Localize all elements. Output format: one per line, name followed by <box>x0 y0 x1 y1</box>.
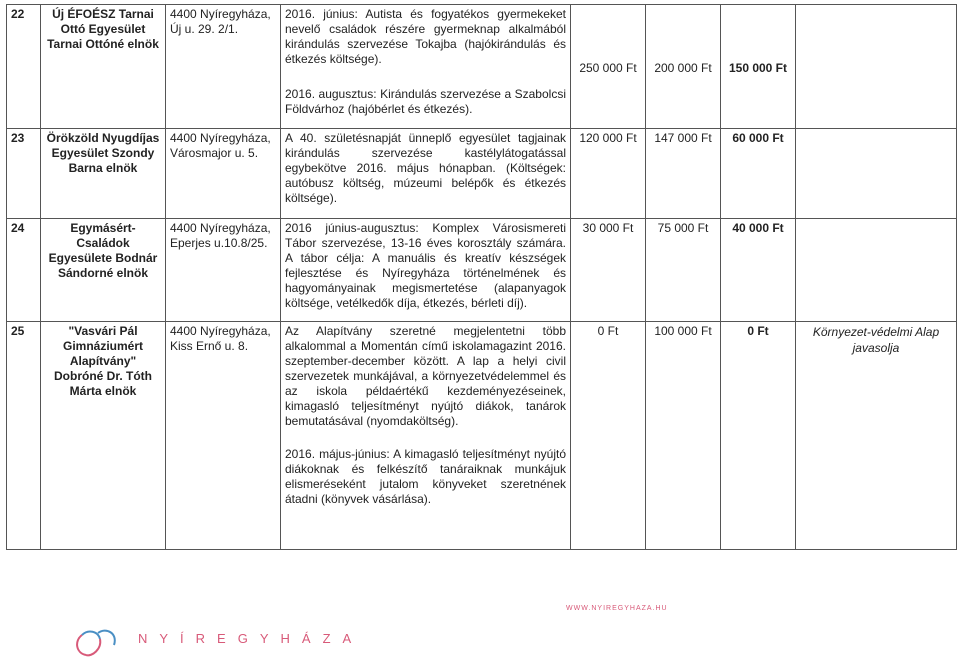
description-cell <box>281 5 571 129</box>
amount-requested-cell: 0 Ft <box>571 322 646 550</box>
description-paragraph: 2016. május-június: A kimagasló teljesítményt nyújtó diákoknak és felkészítő tanáraiknak munkájuk elismeréseként jutalom könyveket szeretnének átadni (könyvek vásárlása). <box>285 447 566 506</box>
amount-cost-cell: 147 000 Ft <box>646 129 721 219</box>
note-cell <box>796 219 957 322</box>
description-paragraph: A 40. születésnapját ünneplő egyesület tagjainak kirándulás szervezése kastélylátogatással egybekötve 2016. május hónapban. (Költségek: autóbusz költség, múzeumi belépők és étkezés költsége). <box>285 131 566 205</box>
address-cell: 4400 Nyíregyháza, Kiss Ernő u. 8. <box>166 322 281 550</box>
organization-cell: Örökzöld Nyugdíjas Egyesület Szondy Barna elnök <box>41 129 166 219</box>
description-cell <box>281 219 571 322</box>
city-logo-icon <box>68 619 128 663</box>
city-logo-text: NYÍREGYHÁZA <box>138 631 364 646</box>
amount-requested-cell: 30 000 Ft <box>571 219 646 322</box>
row-number: 23 <box>7 129 41 219</box>
description-paragraph: 2016. augusztus: Kirándulás szervezése a Szabolcsi Földvárhoz (hajóbérlet és étkezés). <box>285 87 566 116</box>
amount-awarded-cell: 150 000 Ft <box>721 5 796 129</box>
row-number: 25 <box>7 322 41 550</box>
grant-table <box>6 4 957 550</box>
address-cell: 4400 Nyíregyháza, Új u. 29. 2/1. <box>166 5 281 129</box>
amount-cost-cell: 75 000 Ft <box>646 219 721 322</box>
amount-requested-cell: 120 000 Ft <box>571 129 646 219</box>
address-cell: 4400 Nyíregyháza, Eperjes u.10.8/25. <box>166 219 281 322</box>
amount-awarded-cell: 0 Ft <box>721 322 796 550</box>
amount-cost-cell: 200 000 Ft <box>646 5 721 129</box>
table-row <box>7 129 957 219</box>
amount-requested-cell: 250 000 Ft <box>571 5 646 129</box>
description-paragraph: Az Alapítvány szeretné megjelentetni több alkalommal a Momentán című iskolamagazint 2016. szeptember-december között. A lap a helyi civil szervezetek munkájával, a környezetvédelemmel és az iskola példaértékű kezdeményezéseinek, kimagasló teljesítményt nyújtó diákok, tanárok bemutatásával (nyomdaköltség). <box>285 324 566 428</box>
row-number: 24 <box>7 219 41 322</box>
description-cell <box>281 322 571 550</box>
organization-cell: Egymásért-Családok Egyesülete Bodnár Sándorné elnök <box>41 219 166 322</box>
description-paragraph: 2016. június: Autista és fogyatékos gyermekeket nevelő családok részére gyermeknap alkalmából kirándulás szervezése Tokajba (hajókirándulás és étkezés költsége). <box>285 7 566 66</box>
organization-cell: Új ÉFOÉSZ Tarnai Ottó Egyesület Tarnai Ottóné elnök <box>41 5 166 129</box>
row-number: 22 <box>7 5 41 129</box>
note-cell <box>796 129 957 219</box>
description-cell <box>281 129 571 219</box>
note-cell: Környezet-védelmi Alap javasolja <box>796 322 957 550</box>
amount-awarded-cell: 60 000 Ft <box>721 129 796 219</box>
table-row <box>7 322 957 550</box>
footer-url: WWW.NYIREGYHAZA.HU <box>566 605 668 612</box>
note-cell <box>796 5 957 129</box>
table-row <box>7 5 957 129</box>
description-paragraph: 2016 június-augusztus: Komplex Városismereti Tábor szervezése, 13-16 éves korosztály számára. A tábor célja: A manuális és kreatív készségek fejlesztése és Nyíregyháza történelmének és hagyományainak megismertetése (alapanyagok költsége, vetélkedők díja, étkezés, bérleti díj). <box>285 221 566 310</box>
organization-cell: "Vasvári Pál Gimnáziumért Alapítvány" Dobróné Dr. Tóth Márta elnök <box>41 322 166 550</box>
amount-cost-cell: 100 000 Ft <box>646 322 721 550</box>
address-cell: 4400 Nyíregyháza, Városmajor u. 5. <box>166 129 281 219</box>
table-row <box>7 219 957 322</box>
amount-awarded-cell: 40 000 Ft <box>721 219 796 322</box>
